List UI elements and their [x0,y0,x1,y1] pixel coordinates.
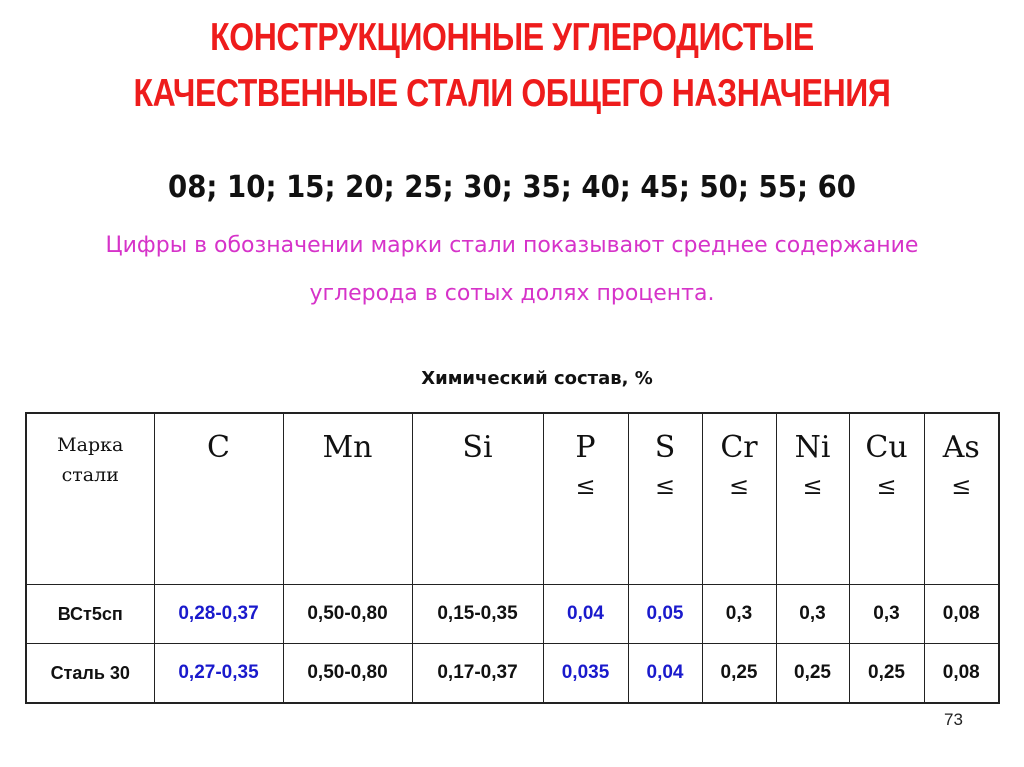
cell-mn: 0,50-0,80 [283,585,412,644]
row-grade: ВСт5сп [26,585,154,644]
cell-p: 0,035 [543,644,628,704]
header-ni [776,413,849,585]
cell-s: 0,04 [628,644,702,704]
steel-grades-list: 08; 10; 15; 20; 25; 30; 35; 40; 45; 50; 55; 60 [167,170,857,205]
cell-mn: 0,50-0,80 [283,644,412,704]
table-header-row [26,413,999,585]
chemical-composition-table [25,412,1000,704]
header-s [628,413,702,585]
slide-title-line2: КАЧЕСТВЕННЫЕ СТАЛИ ОБЩЕГО НАЗНАЧЕНИЯ [133,72,891,115]
header-c-symbol: C [207,430,230,465]
header-s-symbol: S [654,430,676,465]
slide-title-line1: КОНСТРУКЦИОННЫЕ УГЛЕРОДИСТЫЕ [210,16,814,59]
header-as-comparator: ≤ [951,472,972,500]
cell-c: 0,28-0,37 [154,585,283,644]
header-as-symbol: As [942,430,980,465]
table-row [26,585,999,644]
page-number: 73 [944,710,963,729]
header-mn-symbol: Mn [322,430,373,465]
grade-explanation-note [0,222,1024,318]
header-p-comparator: ≤ [575,472,596,500]
header-as [924,413,999,585]
header-ni-comparator: ≤ [802,472,823,500]
cell-ni: 0,3 [776,585,849,644]
header-ni-symbol: Ni [794,430,831,465]
cell-p: 0,04 [543,585,628,644]
cell-cu: 0,25 [849,644,924,704]
header-cu-symbol: Cu [865,430,908,465]
slide-title [92,10,932,122]
note-line1: Цифры в обозначении марки стали показывают среднее содержание [105,233,919,258]
header-c [154,413,283,585]
header-si [412,413,543,585]
header-cu [849,413,924,585]
header-cr [702,413,776,585]
header-grade [26,413,154,585]
header-p [543,413,628,585]
header-grade-line2: стали [61,464,119,486]
cell-si: 0,17-0,37 [412,644,543,704]
header-cu-comparator: ≤ [876,472,897,500]
note-line2: углерода в сотых долях процента. [309,281,715,306]
cell-cu: 0,3 [849,585,924,644]
row-grade: Сталь 30 [26,644,154,704]
cell-cr: 0,25 [702,644,776,704]
cell-cr: 0,3 [702,585,776,644]
header-grade-line1: Марка [57,434,124,456]
header-cr-symbol: Cr [720,430,758,465]
header-si-symbol: Si [462,430,493,465]
cell-si: 0,15-0,35 [412,585,543,644]
header-s-comparator: ≤ [654,472,676,500]
table-row [26,644,999,704]
table-caption: Химический состав, % [421,368,653,389]
header-mn [283,413,412,585]
header-cr-comparator: ≤ [728,472,750,500]
cell-ni: 0,25 [776,644,849,704]
cell-as: 0,08 [924,644,999,704]
cell-as: 0,08 [924,585,999,644]
header-p-symbol: P [575,430,596,465]
cell-c: 0,27-0,35 [154,644,283,704]
cell-s: 0,05 [628,585,702,644]
